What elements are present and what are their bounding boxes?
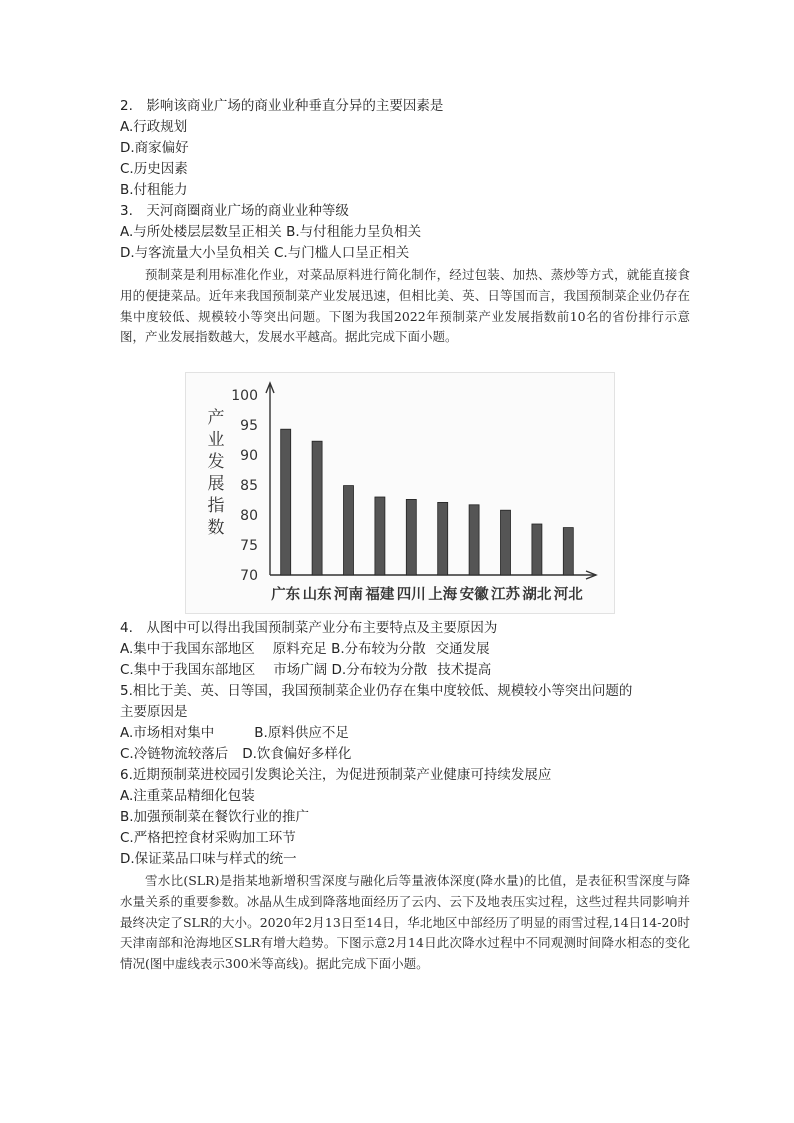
bar-chart [186,373,614,613]
x-tick-label: 山东 [302,587,332,603]
q4-option-d-reason: 技术提高 [437,662,492,678]
q5-options-row1 [120,723,349,743]
bar [532,524,542,575]
q4-options-row1 [120,639,490,659]
x-tick-label: 江苏 [491,587,520,603]
q4-option-c: C.集中于我国东部地区 [120,662,256,678]
y-tick-label: 75 [240,538,258,554]
q5-option-b: B.原料供应不足 [254,725,349,741]
q4-option-c-reason: 市场广阔 [273,662,328,678]
q4-option-a: A.集中于我国东部地区 [120,641,255,657]
q6-option-d: D.保证菜品口味与样式的统一 [120,851,297,867]
x-tick-label: 广东 [271,587,301,603]
q3-options-line2: D.与客流量大小呈负相关 C.与门槛人口呈正相关 [120,245,410,261]
bar-chart-frame [185,372,615,614]
q4-option-a-reason: 原料充足 [272,641,327,657]
y-axis-label-char: 数 [207,518,225,538]
bar [344,486,354,575]
y-tick-label: 100 [231,388,258,404]
x-tick-label: 湖北 [522,587,552,603]
bar [563,528,573,575]
bar [469,505,479,575]
y-tick-label: 80 [240,508,258,524]
x-tick-label: 福建 [365,587,395,603]
q6-option-b: B.加强预制菜在餐饮行业的推广 [120,809,310,825]
bar [312,441,322,575]
x-tick-label: 上海 [428,587,458,603]
q5-option-c: C.冷链物流较落后 [120,746,229,762]
y-tick-label: 90 [240,448,258,464]
q6-stem: 6.近期预制菜进校园引发舆论关注，为促进预制菜产业健康可持续发展应 [120,767,552,783]
q5-options-row2 [120,744,351,764]
q4-option-b: B.分布较为分散 [331,641,426,657]
q4-options-row2 [120,660,491,680]
q5-stem-line1: 5.相比于美、英、日等国，我国预制菜企业仍存在集中度较低、规模较小等突出问题的 [120,683,633,699]
y-tick-label: 70 [240,568,258,584]
q2-option-d: D.商家偏好 [120,140,189,156]
passage-prepared-food: 预制菜是利用标准化作业，对菜品原料进行简化制作，经过包装、加热、蒸炒等方式，就能直接食用的便捷菜品。近年来我国预制菜产业发展迅速，但相比美、英、日等国而言，我国预制菜企业仍存在集中度较低、规模较小等突出问题。下图为我国2022年预制菜产业发展指数前10名的省份排行示意图，产业发展指数越大，发展水平越高。据此完成下面小题。 [120,267,690,345]
q6-option-a: A.注重菜品精细化包装 [120,788,255,804]
q5-option-d: D.饮食偏好多样化 [242,746,352,762]
y-tick-label: 95 [240,418,258,434]
bar [406,499,416,575]
q4-stem: 4. 从图中可以得出我国预制菜产业分布主要特点及主要原因为 [120,620,498,636]
x-tick-label: 河北 [553,587,583,603]
x-tick-label: 四川 [396,587,426,603]
q5-option-a: A.市场相对集中 [120,725,215,741]
q3-stem: 3. 天河商圈商业广场的商业业种等级 [120,203,349,219]
q6-option-c: C.严格把控食材采购加工环节 [120,830,296,846]
q2-option-a: A.行政规划 [120,119,188,135]
x-tick-label: 安徽 [459,587,489,603]
bar [281,429,291,575]
passage-snow-ratio: 雪水比(SLR)是指某地新增积雪深度与融化后等量液体深度(降水量)的比值，是表征积雪深度与降水量关系的重要参数。冰晶从生成到降落地面经历了云内、云下及地表压实过程，这些过程共同影响并最终决定了SLR的大小。2020年2月13日至14日，华北地区中部经历了明显的雨雪过程,14日14-20时天津南部和沧海地区SLR有增大趋势。下图示意2月14日此次降水过程中不同观测时间降水相态的变化情况(图中虚线表示300米等高线)。据此完成下面小题。 [120,873,690,972]
bar [438,502,448,575]
x-tick-label: 河南 [334,587,363,603]
q3-options-line1: A.与所处楼层层数呈正相关 B.与付租能力呈负相关 [120,224,422,240]
q2-stem: 2. 影响该商业广场的商业业种垂直分异的主要因素是 [120,98,444,114]
q4-option-b-reason: 交通发展 [435,641,490,657]
y-axis-label-char: 展 [207,474,225,494]
q2-option-b: B.付租能力 [120,182,188,198]
y-axis-label-char: 产 [207,408,225,428]
bar [375,497,385,575]
y-tick-label: 85 [240,478,258,494]
bar [501,510,511,575]
q2-option-c: C.历史因素 [120,161,188,177]
q5-stem-line2: 主要原因是 [120,704,188,720]
y-axis-label-char: 发 [207,452,225,472]
y-axis-label-char: 指 [207,496,225,516]
y-axis-label-char: 业 [207,430,225,450]
q4-option-d: D.分布较为分散 [331,662,428,678]
